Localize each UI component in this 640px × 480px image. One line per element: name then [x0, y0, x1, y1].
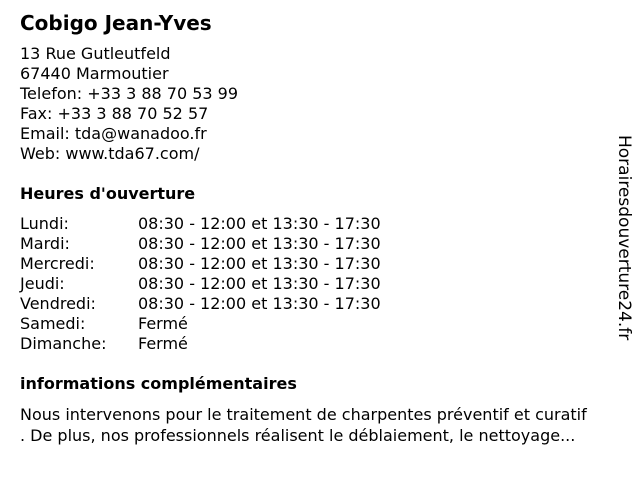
- hours-time: 08:30 - 12:00 et 13:30 - 17:30: [138, 294, 381, 313]
- hours-day: Lundi:: [20, 214, 69, 233]
- hours-table: [20, 214, 440, 354]
- hours-day: Dimanche:: [20, 334, 107, 353]
- hours-day: Samedi:: [20, 314, 86, 333]
- watermark-text: Horairesdouverture24.fr: [614, 135, 634, 341]
- hours-day: Vendredi:: [20, 294, 96, 313]
- hours-row-jeudi: [20, 274, 440, 294]
- info-heading: informations complémentaires: [20, 374, 297, 393]
- hours-heading: Heures d'ouverture: [20, 184, 196, 203]
- hours-time: 08:30 - 12:00 et 13:30 - 17:30: [138, 234, 381, 253]
- info-description: [20, 404, 634, 446]
- business-name: Cobigo Jean-Yves: [20, 11, 212, 35]
- fax-number: Fax: +33 3 88 70 52 57: [20, 104, 209, 123]
- address-street: 13 Rue Gutleutfeld: [20, 44, 171, 63]
- hours-day: Mercredi:: [20, 254, 95, 273]
- info-line: Nous intervenons pour le traitement de charpentes préventif et curatif: [20, 405, 587, 424]
- hours-day: Mardi:: [20, 234, 70, 253]
- hours-row-vendredi: [20, 294, 440, 314]
- hours-time: 08:30 - 12:00 et 13:30 - 17:30: [138, 274, 381, 293]
- hours-row-mercredi: [20, 254, 440, 274]
- hours-time: Fermé: [138, 334, 188, 353]
- address-city: 67440 Marmoutier: [20, 64, 169, 83]
- hours-time: Fermé: [138, 314, 188, 333]
- email-address: Email: tda@wanadoo.fr: [20, 124, 207, 143]
- website-address: Web: www.tda67.com/: [20, 144, 200, 163]
- hours-row-samedi: [20, 314, 440, 334]
- hours-time: 08:30 - 12:00 et 13:30 - 17:30: [138, 254, 381, 273]
- phone-number: Telefon: +33 3 88 70 53 99: [20, 84, 239, 103]
- info-line: . De plus, nos professionnels réalisent le déblaiement, le nettoyage...: [20, 426, 576, 445]
- hours-time: 08:30 - 12:00 et 13:30 - 17:30: [138, 214, 381, 233]
- hours-day: Jeudi:: [20, 274, 65, 293]
- hours-row-mardi: [20, 234, 440, 254]
- hours-row-lundi: [20, 214, 440, 234]
- watermark: [611, 135, 637, 345]
- hours-row-dimanche: [20, 334, 440, 354]
- contact-block: [20, 44, 238, 164]
